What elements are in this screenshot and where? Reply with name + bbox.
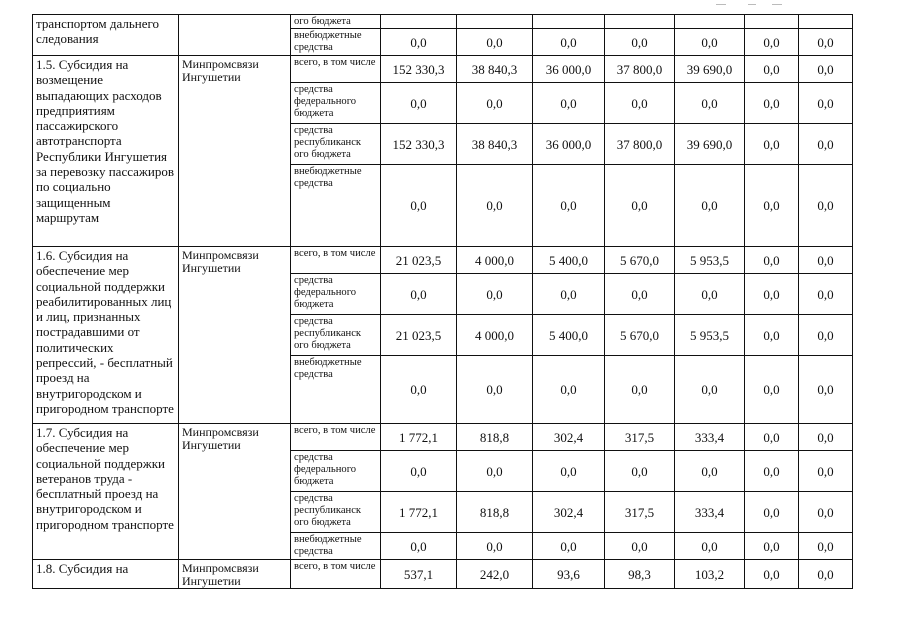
executor-cell: Минпромсвязи Ингушетии [179, 56, 291, 247]
amount-cell: 0,0 [457, 533, 533, 560]
executor-cell: Минпромсвязи Ингушетии [179, 247, 291, 424]
amount-cell: 5 953,5 [675, 315, 745, 356]
table-row [33, 56, 853, 83]
amount-cell: 0,0 [745, 29, 799, 56]
measure-name-cell: 1.6. Субсидия на обеспечение мер социальной поддержки реабилитированных лиц и лиц, признанных пострадавшими от политических репрессий, - бесплатный проезд на внутригородском и пригородном транспорте [33, 247, 179, 424]
scan-mark [772, 4, 782, 5]
amount-cell: 0,0 [605, 533, 675, 560]
funding-source-cell: средства республиканск ого бюджета [291, 124, 381, 165]
amount-cell: 38 840,3 [457, 56, 533, 83]
amount-cell: 333,4 [675, 424, 745, 451]
amount-cell: 5 400,0 [533, 315, 605, 356]
amount-cell: 317,5 [605, 492, 675, 533]
amount-cell: 93,6 [533, 560, 605, 589]
amount-cell: 0,0 [799, 83, 853, 124]
amount-cell: 0,0 [675, 274, 745, 315]
funding-source-cell: внебюджетные средства [291, 533, 381, 560]
amount-cell: 5 670,0 [605, 247, 675, 274]
amount-cell: 0,0 [533, 356, 605, 424]
executor-cell: Минпромсвязи Ингушетии [179, 560, 291, 589]
amount-cell: 37 800,0 [605, 124, 675, 165]
amount-cell: 0,0 [745, 356, 799, 424]
funding-source-cell: всего, в том числе [291, 424, 381, 451]
amount-cell: 5 953,5 [675, 247, 745, 274]
amount-cell: 0,0 [605, 29, 675, 56]
amount-cell: 152 330,3 [381, 124, 457, 165]
amount-cell: 38 840,3 [457, 124, 533, 165]
amount-cell: 37 800,0 [605, 56, 675, 83]
amount-cell: 0,0 [799, 533, 853, 560]
funding-source-cell: внебюджетные средства [291, 165, 381, 247]
table-row [33, 15, 853, 29]
amount-cell: 0,0 [533, 29, 605, 56]
amount-cell [533, 15, 605, 29]
amount-cell: 4 000,0 [457, 247, 533, 274]
amount-cell: 0,0 [745, 165, 799, 247]
amount-cell: 0,0 [745, 124, 799, 165]
amount-cell: 0,0 [605, 274, 675, 315]
amount-cell: 0,0 [457, 356, 533, 424]
amount-cell: 21 023,5 [381, 315, 457, 356]
amount-cell: 0,0 [745, 533, 799, 560]
amount-cell: 0,0 [799, 247, 853, 274]
funding-source-cell: ого бюджета [291, 15, 381, 29]
table-row [33, 424, 853, 451]
amount-cell: 0,0 [799, 492, 853, 533]
amount-cell: 0,0 [605, 83, 675, 124]
measure-name-cell: 1.8. Субсидия на [33, 560, 179, 589]
amount-cell: 0,0 [675, 83, 745, 124]
amount-cell: 0,0 [457, 165, 533, 247]
amount-cell: 333,4 [675, 492, 745, 533]
amount-cell: 39 690,0 [675, 56, 745, 83]
funding-source-cell: средства федерального бюджета [291, 83, 381, 124]
amount-cell: 317,5 [605, 424, 675, 451]
amount-cell: 0,0 [381, 356, 457, 424]
funding-source-cell: всего, в том числе [291, 560, 381, 589]
amount-cell: 0,0 [799, 315, 853, 356]
scan-mark [716, 4, 726, 5]
executor-cell [179, 15, 291, 56]
table-body [33, 15, 853, 589]
amount-cell: 0,0 [675, 165, 745, 247]
table-row [33, 560, 853, 589]
amount-cell [457, 15, 533, 29]
amount-cell: 0,0 [533, 274, 605, 315]
amount-cell: 0,0 [799, 56, 853, 83]
amount-cell: 0,0 [799, 124, 853, 165]
amount-cell: 0,0 [533, 451, 605, 492]
amount-cell [381, 15, 457, 29]
amount-cell: 103,2 [675, 560, 745, 589]
funding-source-cell: внебюджетные средства [291, 356, 381, 424]
amount-cell: 0,0 [675, 29, 745, 56]
amount-cell: 5 400,0 [533, 247, 605, 274]
amount-cell: 0,0 [457, 83, 533, 124]
amount-cell: 0,0 [381, 533, 457, 560]
amount-cell: 98,3 [605, 560, 675, 589]
amount-cell: 0,0 [381, 83, 457, 124]
funding-source-cell: средства федерального бюджета [291, 451, 381, 492]
amount-cell: 39 690,0 [675, 124, 745, 165]
amount-cell: 0,0 [745, 274, 799, 315]
amount-cell: 0,0 [799, 424, 853, 451]
funding-source-cell: внебюджетные средства [291, 29, 381, 56]
funding-source-cell: средства республиканск ого бюджета [291, 492, 381, 533]
amount-cell: 0,0 [457, 274, 533, 315]
amount-cell: 0,0 [745, 83, 799, 124]
amount-cell: 21 023,5 [381, 247, 457, 274]
amount-cell: 0,0 [457, 451, 533, 492]
amount-cell: 1 772,1 [381, 424, 457, 451]
measure-name-cell: 1.7. Субсидия на обеспечение мер социальной поддержки ветеранов труда - бесплатный проезд на внутригородском и пригородном транспорте [33, 424, 179, 560]
measure-name-cell: 1.5. Субсидия на возмещение выпадающих расходов предприятиям пассажирского автотранспорта Республики Ингушетия за перевозку пассажиров по социально защищенным маршрутам [33, 56, 179, 247]
amount-cell: 0,0 [799, 165, 853, 247]
amount-cell: 152 330,3 [381, 56, 457, 83]
funding-source-cell: средства федерального бюджета [291, 274, 381, 315]
scan-mark [748, 4, 756, 5]
amount-cell: 0,0 [605, 356, 675, 424]
amount-cell: 4 000,0 [457, 315, 533, 356]
amount-cell [675, 15, 745, 29]
amount-cell: 0,0 [799, 356, 853, 424]
amount-cell: 818,8 [457, 424, 533, 451]
executor-cell: Минпромсвязи Ингушетии [179, 424, 291, 560]
amount-cell [745, 15, 799, 29]
amount-cell: 0,0 [745, 315, 799, 356]
amount-cell: 36 000,0 [533, 56, 605, 83]
amount-cell: 302,4 [533, 492, 605, 533]
amount-cell: 0,0 [381, 29, 457, 56]
amount-cell: 0,0 [533, 533, 605, 560]
amount-cell: 0,0 [745, 247, 799, 274]
budget-table [32, 14, 853, 589]
amount-cell [799, 15, 853, 29]
amount-cell: 0,0 [745, 56, 799, 83]
amount-cell: 0,0 [381, 451, 457, 492]
amount-cell: 0,0 [745, 424, 799, 451]
amount-cell: 242,0 [457, 560, 533, 589]
measure-name-cell: транспортом дальнего следования [33, 15, 179, 56]
amount-cell: 0,0 [745, 560, 799, 589]
amount-cell: 0,0 [675, 356, 745, 424]
funding-source-cell: средства республиканск ого бюджета [291, 315, 381, 356]
amount-cell: 0,0 [605, 451, 675, 492]
budget-table-page [32, 14, 853, 589]
amount-cell: 0,0 [605, 165, 675, 247]
amount-cell: 0,0 [799, 29, 853, 56]
amount-cell: 537,1 [381, 560, 457, 589]
amount-cell: 0,0 [675, 533, 745, 560]
amount-cell: 0,0 [675, 451, 745, 492]
table-row [33, 247, 853, 274]
amount-cell: 0,0 [745, 451, 799, 492]
amount-cell: 5 670,0 [605, 315, 675, 356]
funding-source-cell: всего, в том числе [291, 247, 381, 274]
amount-cell: 0,0 [533, 83, 605, 124]
amount-cell: 0,0 [745, 492, 799, 533]
amount-cell: 1 772,1 [381, 492, 457, 533]
amount-cell: 0,0 [799, 451, 853, 492]
amount-cell: 818,8 [457, 492, 533, 533]
amount-cell: 36 000,0 [533, 124, 605, 165]
amount-cell: 0,0 [457, 29, 533, 56]
amount-cell: 302,4 [533, 424, 605, 451]
amount-cell: 0,0 [381, 165, 457, 247]
amount-cell: 0,0 [381, 274, 457, 315]
amount-cell: 0,0 [799, 560, 853, 589]
amount-cell: 0,0 [799, 274, 853, 315]
amount-cell [605, 15, 675, 29]
amount-cell: 0,0 [533, 165, 605, 247]
funding-source-cell: всего, в том числе [291, 56, 381, 83]
